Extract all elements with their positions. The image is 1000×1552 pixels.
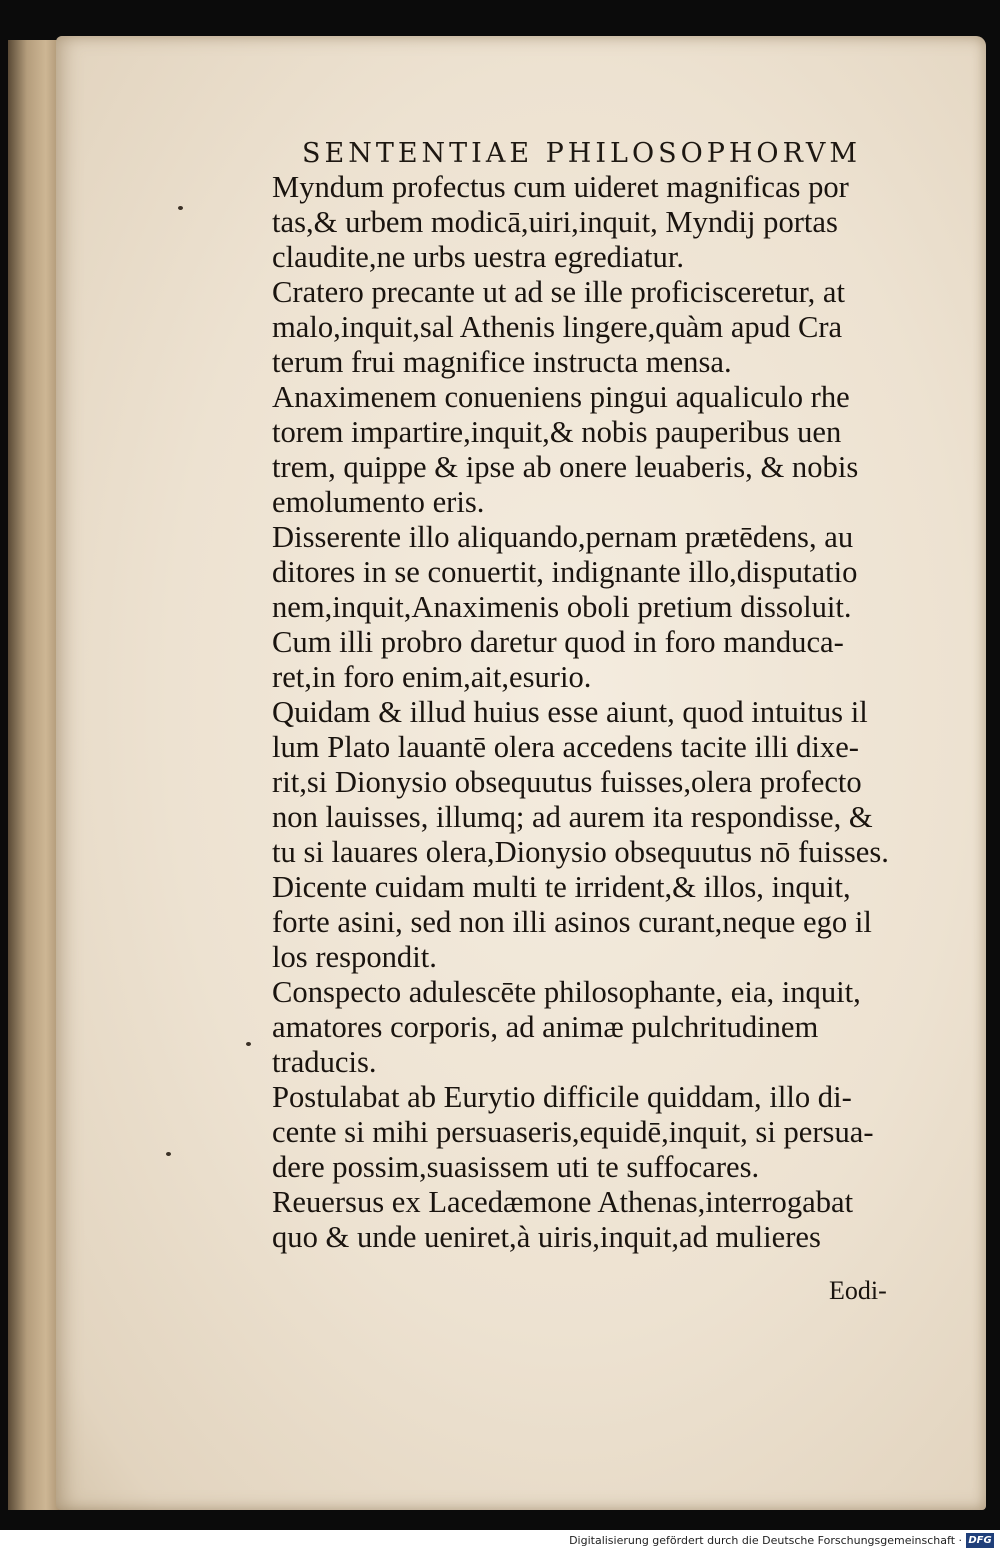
footer	[0, 1530, 1000, 1552]
running-head: SENTENTIAE PHILOSOPHORVM	[302, 138, 862, 169]
text-line: dere possim,suasissem uti te suffocares.	[272, 1150, 760, 1184]
text-line: Cratero precante ut ad se ille proficisceretur, at	[272, 275, 845, 309]
dfg-logo: DFG	[966, 1533, 994, 1548]
catchword: Eodi-	[829, 1276, 887, 1305]
text-line: emolumento eris.	[272, 485, 485, 519]
margin-mark	[166, 1152, 171, 1156]
text-line: Quidam & illud huius esse aiunt, quod intuitus il	[272, 695, 868, 729]
text-line: Anaximenem conueniens pingui aqualiculo rhe	[272, 380, 850, 414]
margin-mark	[178, 206, 183, 210]
text-line: ret,in foro enim,ait,esurio.	[272, 660, 592, 694]
text-line: Disserente illo aliquando,pernam prætēdens, au	[272, 520, 854, 554]
text-line: Myndum profectus cum uideret magnificas por	[272, 170, 849, 204]
text-line: Dicente cuidam multi te irrident,& illos, inquit,	[272, 870, 851, 904]
text-line: tas,& urbem modicā,uiri,inquit, Myndij portas	[272, 205, 838, 239]
margin-mark	[246, 1042, 251, 1046]
text-line: forte asini, sed non illi asinos curant,neque ego il	[272, 905, 872, 939]
text-line: Postulabat ab Eurytio difficile quiddam, illo di-	[272, 1080, 852, 1114]
text-line: trem, quippe & ipse ab onere leuaberis, & nobis	[272, 450, 859, 484]
text-line: ditores in se conuertit, indignante illo,disputatio	[272, 555, 858, 589]
text-line: los respondit.	[272, 940, 437, 974]
text-line: traducis.	[272, 1045, 377, 1079]
text-line: lum Plato lauantē olera accedens tacite illi dixe-	[272, 730, 859, 764]
text-line: terum frui magnifice instructa mensa.	[272, 345, 732, 379]
text-line: torem impartire,inquit,& nobis pauperibus uen	[272, 415, 842, 449]
digitization-credit: Digitalisierung gefördert durch die Deutsche Forschungsgemeinschaft ·	[569, 1534, 962, 1547]
text-line: Reuersus ex Lacedæmone Athenas,interrogabat	[272, 1185, 854, 1219]
text-line: rit,si Dionysio obsequutus fuisses,olera profecto	[272, 765, 862, 799]
text-line: Cum illi probro daretur quod in foro manduca-	[272, 625, 844, 659]
text-block	[272, 170, 932, 1255]
text-line: nem,inquit,Anaximenis oboli pretium dissoluit.	[272, 590, 852, 624]
text-line: non lauisses, illumq; ad aurem ita respondisse, &	[272, 800, 873, 834]
text-line: malo,inquit,sal Athenis lingere,quàm apud Cra	[272, 310, 843, 344]
book-edge	[8, 40, 62, 1510]
text-line: Conspecto adulescēte philosophante, eia, inquit,	[272, 975, 861, 1009]
text-line: tu si lauares olera,Dionysio obsequutus nō fuisses.	[272, 835, 889, 869]
text-line: amatores corporis, ad animæ pulchritudinem	[272, 1010, 819, 1044]
text-line: claudite,ne urbs uestra egrediatur.	[272, 240, 684, 274]
text-line: cente si mihi persuaseris,equidē,inquit, si persua-	[272, 1115, 874, 1149]
text-line: quo & unde ueniret,à uiris,inquit,ad mulieres	[272, 1220, 821, 1254]
